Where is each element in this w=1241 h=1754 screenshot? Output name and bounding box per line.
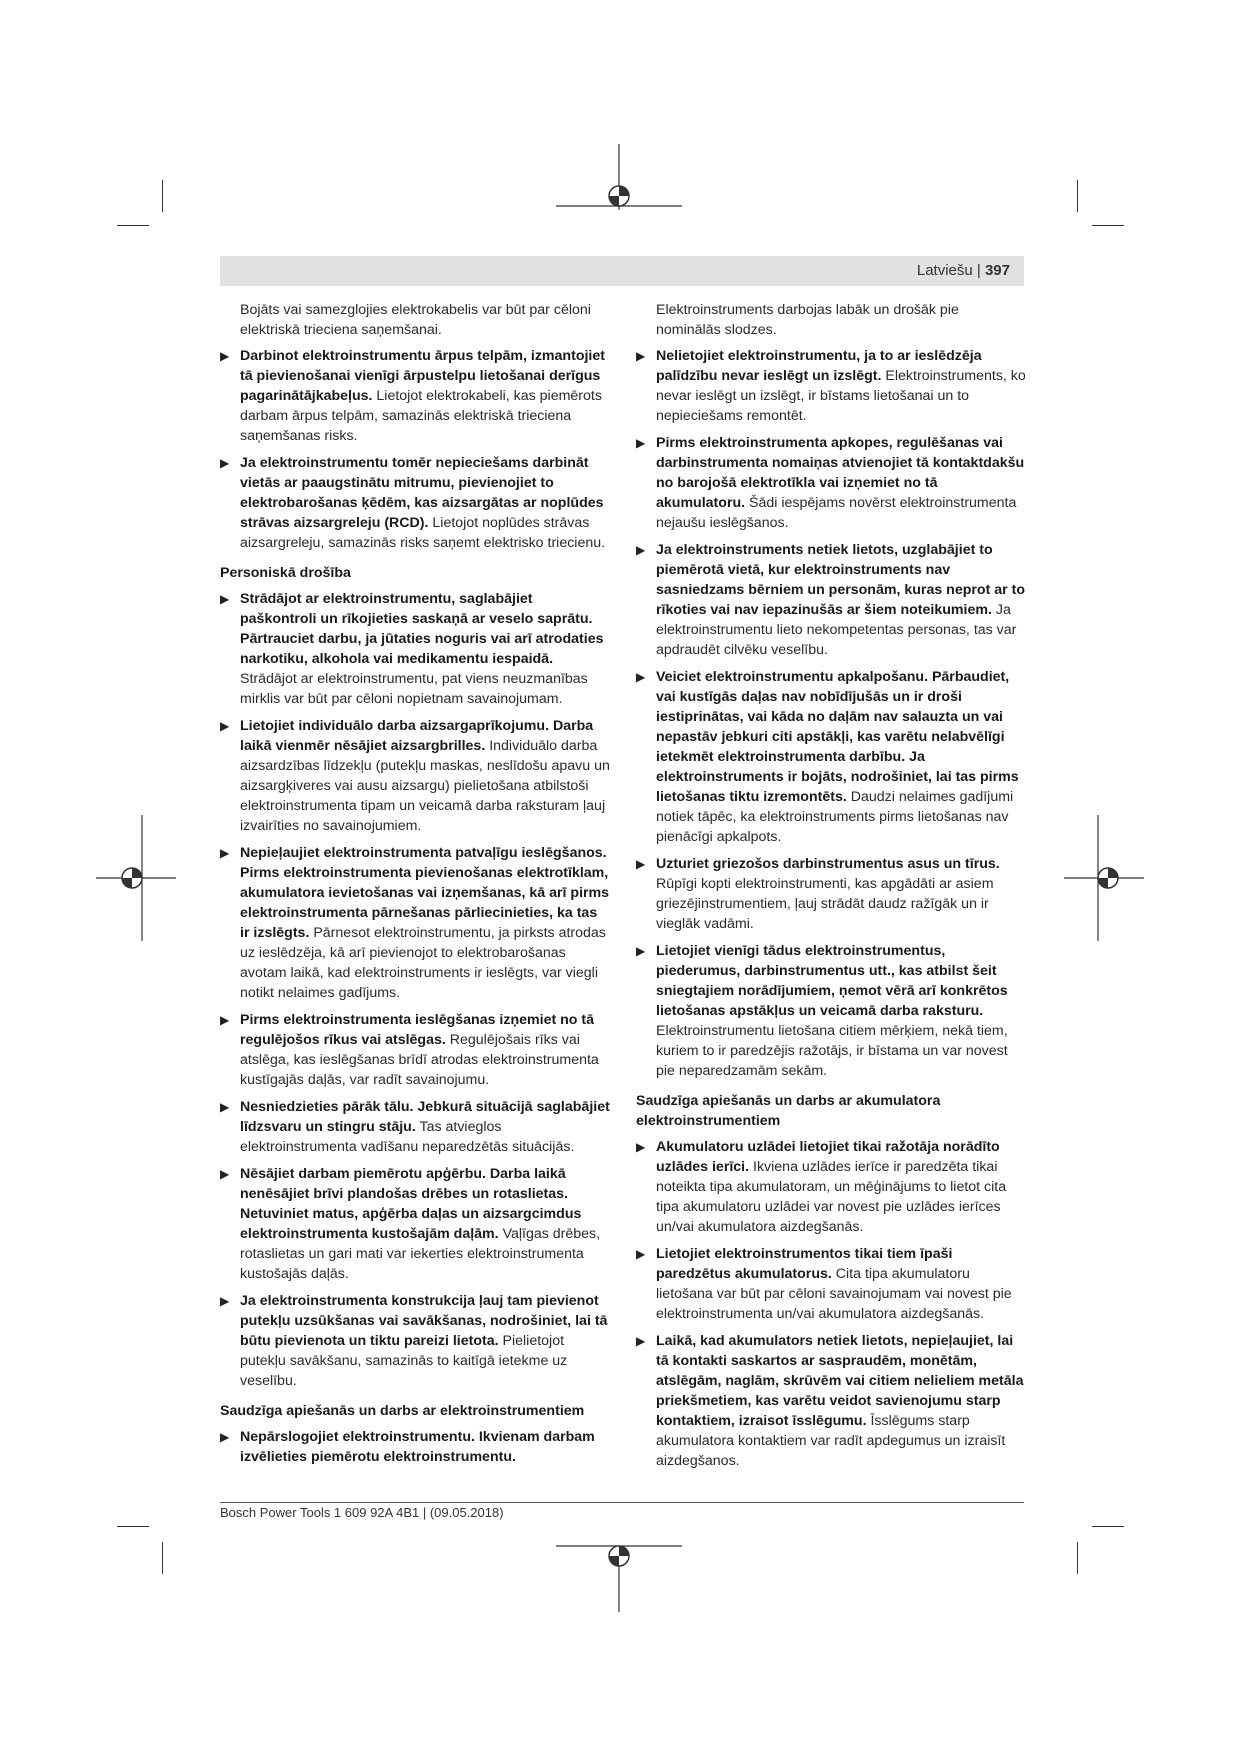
- footer-text: Bosch Power Tools 1 609 92A 4B1 | (09.05.2018): [220, 1505, 504, 1520]
- list-item-text: Īsslēgums starp akumulatora kontaktiem var radīt apdegumus un izraisīt aizdegšanos.: [656, 1413, 1006, 1469]
- list-item-bold-text: Strādājot ar elektroinstrumentu, saglabājiet paškontroli un rīkojieties saskaņā ar veselo saprātu. Pārtrauciet darbu, ja jūtaties noguris vai arī atrodaties narkotiku, alkohola vai medikamentu iespaidā.: [240, 591, 604, 667]
- intro-paragraph: Elektroinstruments darbojas labāk un drošāk pie nominālās slodzes.: [656, 302, 959, 338]
- bullet-triangle-icon: ▶: [220, 456, 230, 470]
- list-item: [636, 1331, 1026, 1471]
- crop-mark: [1077, 1542, 1078, 1574]
- list-item: [636, 667, 1026, 847]
- list-item-bold-text: Nelietojiet elektroinstrumentu, ja to ar ieslēdzēja palīdzību nevar ieslēgt un izslēgt.: [656, 348, 982, 384]
- list-item-bold-text: Nēsājiet darbam piemērotu apģērbu. Darba laikā nenēsājiet brīvi plandošas drēbes un rotaslietas. Netuviniet matus, apģērba daļas un aizsargcimdus elektroinstrumenta kustošajām daļām.: [240, 1166, 582, 1242]
- list-item-bold-text: Ja elektroinstrumenta konstrukcija ļauj tam pievienot putekļu uzsūkšanas vai savākšanas, nodrošiniet, lai tā būtu pievienota un tiktu pareizi lietota.: [240, 1293, 608, 1349]
- list-item-text: Cita tipa akumulatoru lietošana var būt par cēloni savainojumam vai novest pie elektroinstrumenta un/vai akumulatora aizdegšanās.: [656, 1266, 1012, 1322]
- list-item-bold-text: Lietojiet elektroinstrumentos tikai tiem īpaši paredzētus akumulatorus.: [656, 1246, 953, 1282]
- list-item: [636, 433, 1026, 533]
- section-heading-battery: Saudzīga apiešanās un darbs ar akumulatora elektroinstrumentiem: [636, 1093, 941, 1129]
- list-item-text: Pielietojot putekļu savākšanu, samazinās to kaitīgā ietekme uz veselību.: [240, 1333, 568, 1389]
- bullet-triangle-icon: ▶: [220, 349, 230, 363]
- list-item-bold-text: Lietojiet individuālo darba aizsargaprīkojumu. Darba laikā vienmēr nēsājiet aizsargbrilles.: [240, 718, 594, 754]
- left-column: [220, 300, 610, 1474]
- crop-mark: [1092, 225, 1124, 226]
- bullet-triangle-icon: ▶: [636, 670, 646, 684]
- list-item-bold-text: Darbinot elektroinstrumentu ārpus telpām, izmantojiet tā pievienošanai vienīgi ārpustelpu lietošanai derīgus pagarinātājkabeļus.: [240, 348, 605, 404]
- registration-mark-icon: [556, 1536, 682, 1612]
- left-list-c: [220, 1427, 610, 1467]
- list-item-text: Tas atvieglos elektroinstrumenta vadīšanu neparedzētās situācijās.: [240, 1119, 575, 1155]
- list-item: [636, 346, 1026, 426]
- list-item-bold-text: Akumulatoru uzlādei lietojiet tikai ražotāja norādīto uzlādes ierīci.: [656, 1139, 1000, 1175]
- bullet-triangle-icon: ▶: [636, 436, 646, 450]
- left-list-b: [220, 589, 610, 1391]
- footer-rule: [220, 1502, 1024, 1503]
- list-item-bold-text: Ja elektroinstrumentu tomēr nepieciešams darbināt vietās ar paaugstinātu mitrumu, pievienojiet to elektrobarošanas ķēdēm, kas aizsargātas ar noplūdes strāvas aizsargreleju (RCD).: [240, 455, 604, 531]
- crop-mark: [1077, 180, 1078, 212]
- list-item-text: Elektroinstruments, ko nevar ieslēgt un izslēgt, ir bīstams lietošanai un to nepieciešams remontēt.: [656, 368, 1026, 424]
- header-text: Latviešu | 397: [916, 262, 1010, 279]
- list-item: [220, 716, 610, 836]
- crop-mark: [162, 1542, 163, 1574]
- list-item-text: Lietojot noplūdes strāvas aizsargreleju, samazinās risks saņemt elektrisko triecienu.: [240, 515, 606, 551]
- list-item: [220, 1097, 610, 1157]
- crop-mark: [117, 225, 149, 226]
- bullet-triangle-icon: ▶: [636, 543, 646, 557]
- right-list-b: [636, 1137, 1026, 1471]
- bullet-triangle-icon: ▶: [220, 1294, 230, 1308]
- list-item: [220, 346, 610, 446]
- page-header: [220, 256, 1024, 286]
- registration-mark-icon: [96, 815, 176, 941]
- bullet-triangle-icon: ▶: [220, 1430, 230, 1444]
- list-item: [220, 1291, 610, 1391]
- list-item-text: Individuālo darba aizsardzības līdzekļu (putekļu maskas, neslīdošu apavu un aizsargķiveres vai ausu aizsargu) pielietošana atbilstoši elektroinstrumenta tipam un veicamā darba raksturam ļauj izvairīties no savainojumiem.: [240, 738, 610, 834]
- page-number: 397: [984, 262, 1010, 279]
- bullet-triangle-icon: ▶: [636, 857, 646, 871]
- bullet-triangle-icon: ▶: [220, 1100, 230, 1114]
- list-item-bold-text: Laikā, kad akumulators netiek lietots, nepieļaujiet, lai tā kontakti saskartos ar saspraudēm, monētām, atslēgām, naglām, skrūvēm vai citiem nelieliem metāla priekšmetiem, kas varētu veidot savienojumu starp kontaktiem, izraisot īsslēgumu.: [656, 1333, 1024, 1429]
- list-item: [220, 1427, 610, 1467]
- crop-mark: [117, 1526, 149, 1527]
- bullet-triangle-icon: ▶: [636, 944, 646, 958]
- list-item: [636, 941, 1026, 1081]
- section-heading-personal-safety: Personiskā drošība: [220, 565, 351, 581]
- registration-mark-icon: [1064, 815, 1144, 941]
- list-item-bold-text: Uzturiet griezošos darbinstrumentus asus un tīrus.: [656, 856, 1000, 872]
- bullet-triangle-icon: ▶: [220, 1167, 230, 1181]
- crop-mark: [162, 180, 163, 212]
- list-item-bold-text: Ja elektroinstruments netiek lietots, uzglabājiet to piemērotā vietā, kur elektroinstruments nav sasniedzams bērniem un personām, kuras neprot ar to rīkoties vai nav iepazinušās ar šiem noteikumiem.: [656, 542, 1025, 618]
- bullet-triangle-icon: ▶: [220, 719, 230, 733]
- list-item-bold-text: Pirms elektroinstrumenta apkopes, regulēšanas vai darbinstrumenta nomaiņas atvienojiet tā kontaktdakšu no barojošā elektrotīkla vai izņemiet no tā akumulatoru.: [656, 435, 1025, 511]
- list-item-text: Strādājot ar elektroinstrumentu, pat viens neuzmanības mirklis var būt par cēloni nopietnam savainojumam.: [240, 671, 588, 707]
- list-item-bold-text: Nepārslogojiet elektroinstrumentu. Ikvienam darbam izvēlieties piemērotu elektroinstrumentu.: [240, 1429, 595, 1465]
- list-item-text: Lietojot elektrokabeli, kas piemērots darbam ārpus telpām, samazinās elektriskā trieciena saņemšanas risks.: [240, 388, 602, 444]
- list-item-text: Vaļīgas drēbes, rotaslietas un gari mati var iekerties elektroinstrumenta kustošajās daļās.: [240, 1226, 601, 1282]
- left-list-a: [220, 346, 610, 553]
- list-item-text: Rūpīgi kopti elektroinstrumenti, kas apgādāti ar asiem griezējinstrumentiem, ļauj strādāt daudz ražīgāk un ir vieglāk vadāmi.: [656, 876, 994, 932]
- list-item-text: Pārnesot elektroinstrumentu, ja pirksts atrodas uz ieslēdzēja, kā arī pievienojot to elektrobarošanas avotam laikā, kad elektroinstruments ir ieslēgts, var viegli notikt nelaimes gadījums.: [240, 925, 606, 1001]
- right-column: [636, 300, 1026, 1478]
- bullet-triangle-icon: ▶: [220, 592, 230, 606]
- list-item-bold-text: Nepieļaujiet elektroinstrumenta patvaļīgu ieslēgšanos. Pirms elektroinstrumenta pievienošanas elektrotīklam, akumulatora ievietošanas vai izņemšanas, kā arī pirms elektroinstrumenta pārnešanas pārliecinieties, ka tas ir izslēgts.: [240, 845, 610, 941]
- bullet-triangle-icon: ▶: [220, 846, 230, 860]
- bullet-triangle-icon: ▶: [220, 1013, 230, 1027]
- list-item-bold-text: Pirms elektroinstrumenta ieslēgšanas izņemiet no tā regulējošos rīkus vai atslēgas.: [240, 1012, 595, 1048]
- right-list-a: [636, 346, 1026, 1081]
- list-item-text: Regulējošais rīks vai atslēga, kas ieslēgšanas brīdī atrodas elektroinstrumenta kustīgajās daļās, var radīt savainojumu.: [240, 1032, 599, 1088]
- section-name: Latviešu: [916, 262, 973, 279]
- bullet-triangle-icon: ▶: [636, 1140, 646, 1154]
- list-item: [220, 843, 610, 1003]
- list-item: [636, 1137, 1026, 1237]
- list-item-text: Šādi iespējams novērst elektroinstrumenta nejaušu ieslēgšanos.: [656, 495, 1017, 531]
- list-item: [636, 854, 1026, 934]
- list-item-text: Ja elektroinstrumentu lieto nekompetentas personas, tas var apdraudēt cilvēku veselību.: [656, 602, 1017, 658]
- crop-mark: [1092, 1526, 1124, 1527]
- list-item-text: Elektroinstrumentu lietošana citiem mērķiem, nekā tiem, kuriem to ir paredzējis ražotājs, ir bīstama un var novest pie neparedzamām sekām.: [656, 1023, 1008, 1079]
- bullet-triangle-icon: ▶: [636, 349, 646, 363]
- list-item-text: Daudzi nelaimes gadījumi notiek tāpēc, ka elektroinstruments pirms lietošanas nav pienācīgi apkalpots.: [656, 789, 1014, 845]
- list-item-text: Ikviena uzlādes ierīce ir paredzēta tikai noteikta tipa akumulatoram, un mēģinājums to lietot cita tipa akumulatoru uzlādei var novest pie uzlādes ierīces un/vai akumulatora aizdegšanās.: [656, 1159, 1007, 1235]
- registration-mark-icon: [556, 144, 682, 228]
- list-item: [636, 540, 1026, 660]
- bullet-triangle-icon: ▶: [636, 1247, 646, 1261]
- intro-paragraph: Bojāts vai samezglojies elektrokabelis var būt par cēloni elektriskā trieciena saņemšanai.: [240, 302, 591, 338]
- list-item-bold-text: Lietojiet vienīgi tādus elektroinstrumentus, piederumus, darbinstrumentus utt., kas atbilst šeit sniegtajiem norādījumiem, ņemot vērā arī konkrētos lietošanas apstākļus un veicamā darba raksturu.: [656, 943, 1008, 1019]
- list-item: [220, 453, 610, 553]
- list-item-bold-text: Nesniedzieties pārāk tālu. Jebkurā situācijā saglabājiet līdzsvaru un stingru stāju.: [240, 1099, 610, 1135]
- list-item-bold-text: Veiciet elektroinstrumentu apkalpošanu. Pārbaudiet, vai kustīgās daļas nav nobīdījušās un ir droši iestiprinātas, vai kāda no daļām nav salauzta un vai nepastāv jebkuri citi apstākļi, kas varētu nelabvēlīgi ietekmēt elektroinstrumenta darbību. Ja elektroinstruments ir bojāts, nodrošiniet, lai tas pirms lietošanas tiktu izremontēts.: [656, 669, 1019, 805]
- list-item: [636, 1244, 1026, 1324]
- list-item: [220, 1164, 610, 1284]
- section-heading-tool-care: Saudzīga apiešanās un darbs ar elektroinstrumentiem: [220, 1403, 585, 1419]
- list-item: [220, 1010, 610, 1090]
- list-item: [220, 589, 610, 709]
- bullet-triangle-icon: ▶: [636, 1334, 646, 1348]
